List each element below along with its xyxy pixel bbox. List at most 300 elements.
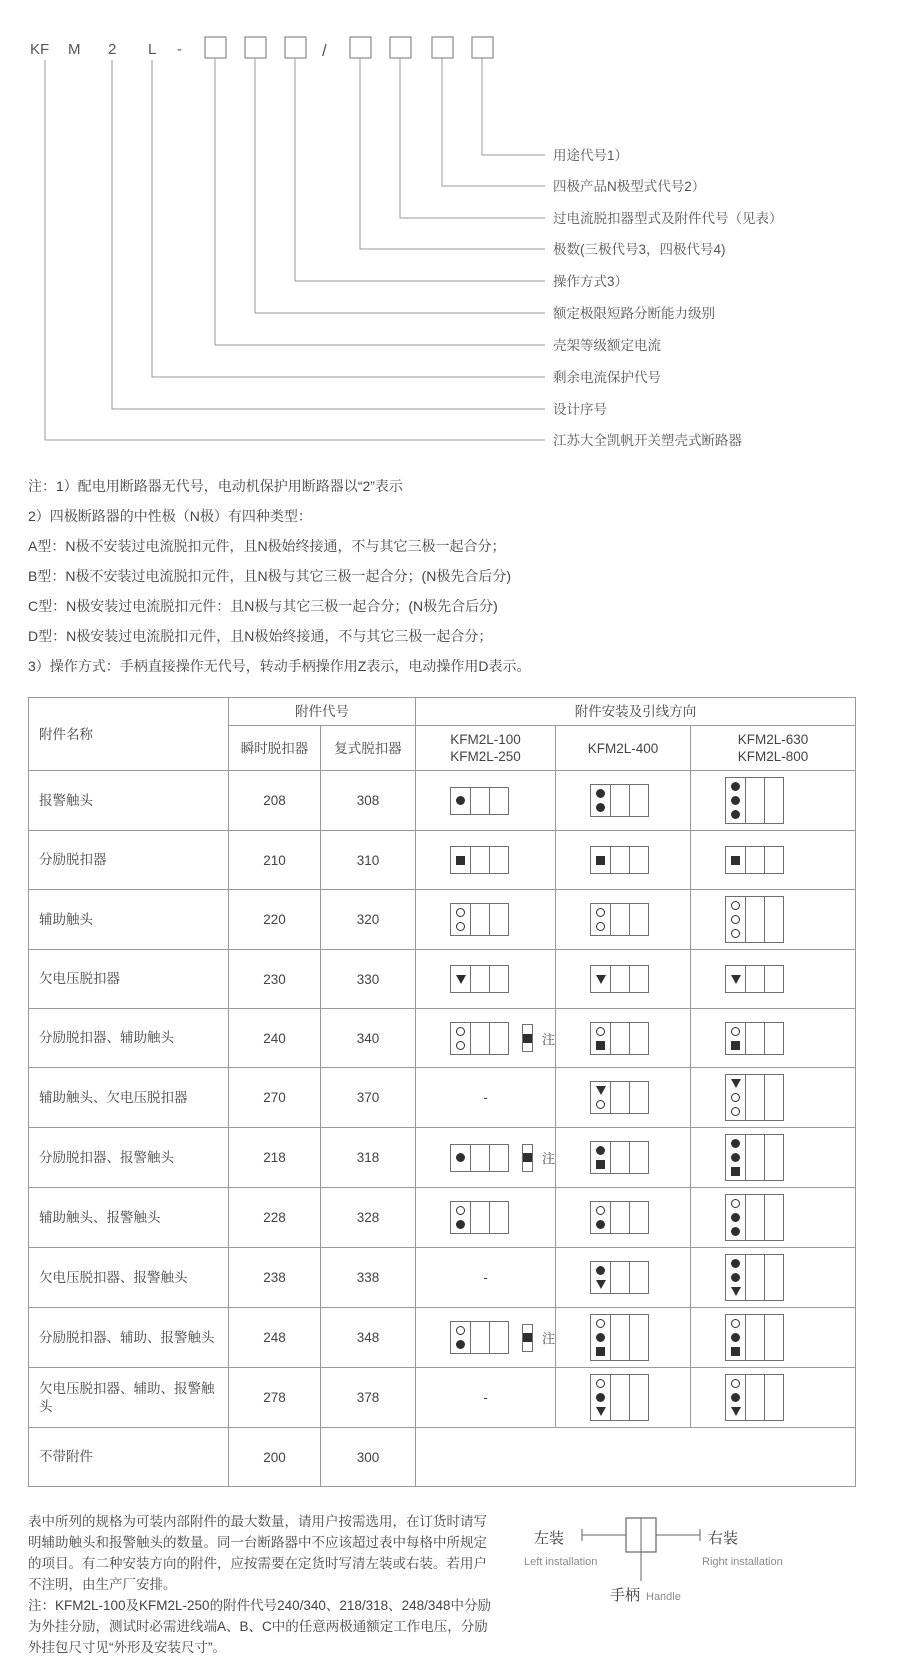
release-type-box — [390, 37, 411, 58]
designation-label: 过电流脱扣器型式及附件代号（见表） — [553, 211, 783, 226]
instantaneous-release-code: 210 — [229, 831, 321, 890]
pole-box — [590, 965, 649, 993]
pole-compartment — [451, 1023, 470, 1054]
accessory-name: 不带附件 — [29, 1428, 229, 1487]
pole-box — [590, 1201, 649, 1234]
pole-compartment — [745, 1315, 764, 1360]
pole-box — [725, 1194, 784, 1241]
alarm-contact-icon — [731, 810, 740, 819]
pole-compartment — [764, 778, 783, 823]
pole-compartment — [726, 1375, 745, 1420]
undervoltage-release-icon — [596, 1086, 606, 1095]
alarm-contact-icon — [596, 1266, 605, 1275]
installation-diagram-cell — [556, 771, 691, 831]
alarm-contact-icon — [596, 803, 605, 812]
pole-box — [590, 1314, 649, 1361]
left-install-label-en: Left installation — [524, 1556, 598, 1568]
pole-compartment — [591, 966, 610, 992]
pole-compartment — [726, 1255, 745, 1300]
installation-diagram-cell — [556, 1128, 691, 1188]
pole-compartment — [745, 847, 764, 873]
col-header-frame-400: KFM2L-400 — [556, 726, 691, 771]
auxiliary-contact-icon — [731, 929, 740, 938]
table-row — [29, 1368, 856, 1428]
auxiliary-contact-icon — [731, 901, 740, 910]
alarm-contact-icon — [731, 1139, 740, 1148]
installation-diagram — [450, 1022, 556, 1055]
pole-compartment — [451, 788, 470, 814]
pole-compartment — [610, 1202, 629, 1233]
installation-diagram — [450, 965, 551, 993]
table-row — [29, 1308, 856, 1368]
col-header-accessory-code: 附件代号 — [229, 698, 416, 726]
pole-compartment — [726, 1315, 745, 1360]
pole-box — [450, 1201, 509, 1234]
installation-diagram — [590, 846, 686, 874]
installation-diagram-cell — [691, 1308, 856, 1368]
compound-release-code: 310 — [321, 831, 416, 890]
auxiliary-contact-icon — [456, 1326, 465, 1335]
pole-compartment — [610, 785, 629, 816]
installation-diagram — [590, 1081, 686, 1114]
pole-box — [590, 903, 649, 936]
installation-diagram-cell: - — [416, 1068, 556, 1128]
frame-model-line: KFM2L-800 — [737, 749, 809, 764]
auxiliary-contact-icon — [456, 1206, 465, 1215]
pole-compartment — [489, 1202, 508, 1233]
pole-compartment — [610, 904, 629, 935]
instantaneous-release-code: 230 — [229, 950, 321, 1009]
col-header-compound-release: 复式脱扣器 — [321, 726, 416, 771]
table-row — [29, 771, 856, 831]
instantaneous-release-code: 270 — [229, 1068, 321, 1128]
pole-compartment — [610, 1023, 629, 1054]
pole-box — [450, 965, 509, 993]
pole-box — [725, 896, 784, 943]
external-shunt-box — [522, 1144, 533, 1172]
auxiliary-contact-icon — [596, 922, 605, 931]
installation-diagram-cell — [556, 831, 691, 890]
pole-compartment — [470, 1322, 489, 1353]
pole-compartment — [726, 1023, 745, 1054]
compound-release-code: 338 — [321, 1248, 416, 1308]
pole-compartment — [610, 1082, 629, 1113]
auxiliary-contact-icon — [731, 1319, 740, 1328]
pole-compartment — [629, 1023, 648, 1054]
pole-box — [590, 1374, 649, 1421]
installation-diagram-cell — [556, 1368, 691, 1428]
pole-compartment — [489, 904, 508, 935]
installation-diagram — [590, 1314, 686, 1361]
frame-model-line: KFM2L-100 — [450, 732, 521, 747]
installation-diagram — [725, 1074, 851, 1121]
accessory-name: 分励脱扣器 — [29, 831, 229, 890]
shunt-release-icon — [596, 1041, 605, 1050]
installation-diagram — [450, 1201, 551, 1234]
pole-compartment — [726, 1195, 745, 1240]
pole-box — [725, 1314, 784, 1361]
pole-compartment — [745, 1135, 764, 1180]
installation-diagram-cell — [556, 1308, 691, 1368]
model-prefix-m: M — [68, 41, 81, 58]
installation-diagram — [590, 1022, 686, 1055]
pole-compartment — [726, 1075, 745, 1120]
pole-compartment — [764, 1075, 783, 1120]
alarm-contact-icon — [731, 1153, 740, 1162]
handle-label-cn: 手柄 — [610, 1587, 641, 1604]
accessory-name: 欠电压脱扣器、辅助、报警触头 — [29, 1368, 229, 1428]
installation-diagram-cell — [416, 1188, 556, 1248]
installation-diagram-cell — [556, 1188, 691, 1248]
handle-label-en: Handle — [646, 1591, 681, 1603]
undervoltage-release-icon — [596, 1407, 606, 1416]
note-line: 注：1）配电用断路器无代号，电动机保护用断路器以“2”表示 — [28, 478, 403, 494]
pole-compartment — [470, 1023, 489, 1054]
accessory-name: 分励脱扣器、报警触头 — [29, 1128, 229, 1188]
designation-label: 四极产品N极型式代号2） — [553, 179, 706, 194]
shunt-release-icon — [731, 856, 740, 865]
handle-installation-diagram — [524, 1515, 854, 1615]
pole-compartment — [489, 1145, 508, 1171]
shunt-release-icon — [731, 1041, 740, 1050]
auxiliary-contact-icon — [731, 1027, 740, 1036]
leader-line — [400, 58, 545, 218]
auxiliary-contact-icon — [731, 1199, 740, 1208]
pole-compartment — [591, 1375, 610, 1420]
auxiliary-contact-icon — [456, 922, 465, 931]
undervoltage-release-icon — [731, 1287, 741, 1296]
auxiliary-contact-icon — [456, 1041, 465, 1050]
shunt-release-icon — [523, 1153, 532, 1162]
shunt-release-icon — [596, 1160, 605, 1169]
col-header-accessory-name: 附件名称 — [29, 698, 229, 771]
installation-diagram — [450, 903, 551, 936]
installation-diagram — [590, 1261, 686, 1294]
notes-section — [28, 471, 872, 681]
pole-compartment — [764, 1023, 783, 1054]
installation-diagram-cell — [691, 1188, 856, 1248]
right-install-label-en: Right installation — [702, 1556, 783, 1568]
model-prefix-2: 2 — [108, 41, 117, 58]
shunt-release-icon — [731, 1347, 740, 1356]
installation-diagram — [450, 1144, 556, 1172]
right-install-label-cn: 右装 — [708, 1530, 739, 1547]
accessory-table — [28, 697, 856, 1487]
accessory-name: 辅助触头、欠电压脱扣器 — [29, 1068, 229, 1128]
pole-box — [590, 1022, 649, 1055]
installation-diagram — [450, 846, 551, 874]
table-row — [29, 1188, 856, 1248]
compound-release-code: 320 — [321, 890, 416, 950]
pole-compartment — [629, 1082, 648, 1113]
pole-box — [450, 846, 509, 874]
table-row — [29, 950, 856, 1009]
alarm-contact-icon — [731, 1393, 740, 1402]
alarm-contact-icon — [731, 782, 740, 791]
note-mark: 注 — [542, 1151, 556, 1166]
pole-compartment — [764, 966, 783, 992]
pole-box — [725, 1022, 784, 1055]
pole-compartment — [745, 1023, 764, 1054]
leader-line — [295, 58, 545, 281]
pole-box — [590, 1081, 649, 1114]
frame-model-line: KFM2L-630 — [737, 732, 809, 747]
pole-box — [450, 903, 509, 936]
pole-box — [450, 1144, 509, 1172]
pole-box — [725, 965, 784, 993]
pole-compartment — [610, 966, 629, 992]
pole-compartment — [629, 1202, 648, 1233]
compound-release-code: 340 — [321, 1009, 416, 1068]
alarm-contact-icon — [731, 1227, 740, 1236]
pole-compartment — [726, 778, 745, 823]
compound-release-code: 348 — [321, 1308, 416, 1368]
installation-diagram-cell — [416, 950, 556, 1009]
compound-release-code: 328 — [321, 1188, 416, 1248]
installation-diagram — [450, 1321, 556, 1354]
shunt-release-icon — [731, 1167, 740, 1176]
pole-compartment — [764, 897, 783, 942]
instantaneous-release-code: 220 — [229, 890, 321, 950]
installation-diagram — [590, 1201, 686, 1234]
installation-diagram-cell — [691, 1368, 856, 1428]
instantaneous-release-code: 238 — [229, 1248, 321, 1308]
alarm-contact-icon — [731, 1273, 740, 1282]
pole-compartment — [726, 966, 745, 992]
note-mark: 注 — [542, 1331, 556, 1346]
installation-diagram — [590, 1141, 686, 1174]
pole-compartment — [629, 847, 648, 873]
col-header-installation: 附件安装及引线方向 — [416, 698, 856, 726]
auxiliary-contact-icon — [731, 1093, 740, 1102]
pole-compartment — [610, 1315, 629, 1360]
alarm-contact-icon — [456, 796, 465, 805]
pole-compartment — [470, 847, 489, 873]
installation-diagram — [590, 903, 686, 936]
auxiliary-contact-icon — [731, 1107, 740, 1116]
pole-compartment — [451, 1322, 470, 1353]
note-line: 3）操作方式：手柄直接操作无代号，转动手柄操作用Z表示，电动操作用D表示。 — [28, 658, 531, 674]
pole-compartment — [591, 785, 610, 816]
installation-diagram — [450, 787, 551, 815]
pole-compartment — [610, 1142, 629, 1173]
installation-diagram-cell: - — [416, 1248, 556, 1308]
pole-compartment — [745, 1255, 764, 1300]
auxiliary-contact-icon — [596, 1206, 605, 1215]
col-header-frame-630-800 — [691, 726, 856, 771]
pole-compartment — [745, 778, 764, 823]
compound-release-code: 370 — [321, 1068, 416, 1128]
instantaneous-release-code: 200 — [229, 1428, 321, 1487]
table-row — [29, 1128, 856, 1188]
external-shunt-box — [522, 1024, 533, 1052]
auxiliary-contact-icon — [456, 908, 465, 917]
installation-diagram-cell — [691, 890, 856, 950]
accessory-name: 辅助触头、报警触头 — [29, 1188, 229, 1248]
installation-diagram — [725, 1022, 851, 1055]
table-row — [29, 831, 856, 890]
auxiliary-contact-icon — [731, 1379, 740, 1388]
undervoltage-release-icon — [731, 1407, 741, 1416]
auxiliary-contact-icon — [596, 1100, 605, 1109]
operation-mode-box — [285, 37, 306, 58]
pole-box — [725, 1254, 784, 1301]
pole-box — [725, 1134, 784, 1181]
table-header-row — [29, 698, 856, 726]
pole-compartment — [591, 1142, 610, 1173]
pole-compartment — [629, 1262, 648, 1293]
note-mark: 注 — [542, 1031, 556, 1047]
pole-compartment — [489, 1023, 508, 1054]
pole-compartment — [451, 1202, 470, 1233]
accessory-name: 欠电压脱扣器、报警触头 — [29, 1248, 229, 1308]
undervoltage-release-icon — [596, 1280, 606, 1289]
installation-diagram — [590, 784, 686, 817]
breaking-capacity-box — [245, 37, 266, 58]
alarm-contact-icon — [456, 1220, 465, 1229]
pole-compartment — [470, 788, 489, 814]
designation-label: 壳架等级额定电流 — [553, 338, 661, 353]
installation-diagram-cell — [691, 1128, 856, 1188]
table-row — [29, 1009, 856, 1068]
undervoltage-release-icon — [596, 975, 606, 984]
designation-label: 额定极限短路分断能力级别 — [553, 306, 715, 321]
designation-label: 剩余电流保护代号 — [553, 370, 661, 385]
col-header-frame-100-250 — [416, 726, 556, 771]
undervoltage-release-icon — [456, 975, 466, 984]
pole-compartment — [591, 1262, 610, 1293]
external-shunt-box — [522, 1324, 533, 1352]
alarm-contact-icon — [731, 796, 740, 805]
shunt-release-icon — [523, 1333, 532, 1342]
note-line: D型：N极安装过电流脱扣元件，且N极始终接通，不与其它三极一起合分； — [28, 628, 493, 644]
note-line: 2）四极断路器的中性极（N极）有四种类型： — [28, 508, 312, 524]
alarm-contact-icon — [596, 1333, 605, 1342]
shunt-release-icon — [596, 856, 605, 865]
table-row — [29, 890, 856, 950]
note-line: B型：N极不安装过电流脱扣元件，且N极与其它三极一起合分；(N极先合后分) — [28, 568, 511, 584]
instantaneous-release-code: 248 — [229, 1308, 321, 1368]
pole-compartment — [451, 1145, 470, 1171]
pole-compartment — [470, 904, 489, 935]
instantaneous-release-code: 240 — [229, 1009, 321, 1068]
pole-compartment — [764, 1315, 783, 1360]
shunt-release-icon — [523, 1034, 532, 1043]
pole-compartment — [629, 904, 648, 935]
installation-diagram-cell — [556, 890, 691, 950]
pole-box — [450, 787, 509, 815]
accessory-name: 分励脱扣器、辅助触头 — [29, 1009, 229, 1068]
pole-compartment — [591, 847, 610, 873]
auxiliary-contact-icon — [596, 1379, 605, 1388]
instantaneous-release-code: 208 — [229, 771, 321, 831]
installation-diagram — [725, 1254, 851, 1301]
pole-box — [590, 846, 649, 874]
installation-diagram-cell — [691, 1068, 856, 1128]
col-header-instantaneous-release: 瞬时脱扣器 — [229, 726, 321, 771]
accessory-name: 辅助触头 — [29, 890, 229, 950]
pole-box — [725, 777, 784, 824]
alarm-contact-icon — [596, 789, 605, 798]
pole-compartment — [489, 847, 508, 873]
pole-compartment — [470, 1202, 489, 1233]
installation-diagram-cell: - — [416, 1368, 556, 1428]
pole-compartment — [629, 1375, 648, 1420]
pole-compartment — [591, 904, 610, 935]
alarm-contact-icon — [596, 1220, 605, 1229]
undervoltage-release-icon — [731, 975, 741, 984]
pole-box — [590, 784, 649, 817]
pole-compartment — [764, 1135, 783, 1180]
accessory-name: 报警触头 — [29, 771, 229, 831]
pole-box — [725, 846, 784, 874]
installation-diagram — [725, 846, 851, 874]
auxiliary-contact-icon — [596, 908, 605, 917]
auxiliary-contact-icon — [456, 1027, 465, 1036]
undervoltage-release-icon — [731, 1079, 741, 1088]
note-line: A型：N极不安装过电流脱扣元件，且N极始终接通，不与其它三极一起合分； — [28, 538, 506, 554]
installation-diagram-cell — [691, 950, 856, 1009]
pole-compartment — [629, 1315, 648, 1360]
leader-line — [482, 58, 545, 155]
installation-diagram — [725, 965, 851, 993]
diagram-cell-empty — [416, 1428, 856, 1487]
n-pole-type-box — [432, 37, 453, 58]
footer-note-paragraph: 注：KFM2L-100及KFM2L-250的附件代号240/340、218/318、248/348中分励为外挂分励，测试时必需进线端A、B、C中的任意两极通额定工作电压，分励外挂包尺寸见“外形及安装尺寸”。 — [28, 1598, 491, 1655]
pole-compartment — [451, 847, 470, 873]
pole-compartment — [629, 1142, 648, 1173]
pole-compartment — [591, 1202, 610, 1233]
alarm-contact-icon — [456, 1340, 465, 1349]
leader-line — [442, 58, 545, 186]
auxiliary-contact-icon — [596, 1319, 605, 1328]
alarm-contact-icon — [731, 1213, 740, 1222]
installation-diagram-cell — [416, 831, 556, 890]
pole-compartment — [610, 1375, 629, 1420]
designation-label: 江苏大全凯帆开关塑壳式断路器 — [553, 433, 742, 448]
alarm-contact-icon — [596, 1146, 605, 1155]
model-slash: / — [322, 41, 327, 60]
pole-compartment — [629, 785, 648, 816]
installation-diagram-cell — [416, 1128, 556, 1188]
pole-compartment — [470, 966, 489, 992]
pole-compartment — [591, 1023, 610, 1054]
model-prefix-kf: KF — [30, 41, 50, 58]
leader-line — [215, 58, 545, 345]
pole-compartment — [451, 966, 470, 992]
footer-section — [28, 1511, 872, 1658]
installation-diagram-cell — [556, 1248, 691, 1308]
pole-compartment — [726, 847, 745, 873]
installation-diagram-cell — [556, 950, 691, 1009]
installation-diagram-cell — [416, 771, 556, 831]
designation-label: 设计序号 — [553, 402, 607, 417]
pole-number-box — [350, 37, 371, 58]
accessory-name: 欠电压脱扣器 — [29, 950, 229, 1009]
compound-release-code: 318 — [321, 1128, 416, 1188]
footer-paragraph: 表中所列的规格为可装内部附件的最大数量，请用户按需选用，在订货时请写明辅助触头和报警触头的数量。同一台断路器中不应该超过表中每格中所规定的项目。有二种安装方向的附件，应按需要在定货时写清左装或右装。若用户不注明，由生产厂安排。 — [28, 1514, 487, 1592]
pole-compartment — [745, 1195, 764, 1240]
compound-release-code: 308 — [321, 771, 416, 831]
accessory-name: 分励脱扣器、辅助、报警触头 — [29, 1308, 229, 1368]
model-designation-diagram — [0, 10, 900, 458]
compound-release-code: 378 — [321, 1368, 416, 1428]
installation-diagram-cell — [691, 1009, 856, 1068]
pole-compartment — [745, 1375, 764, 1420]
pole-compartment — [745, 1075, 764, 1120]
leader-line — [112, 60, 545, 409]
pole-box — [725, 1074, 784, 1121]
